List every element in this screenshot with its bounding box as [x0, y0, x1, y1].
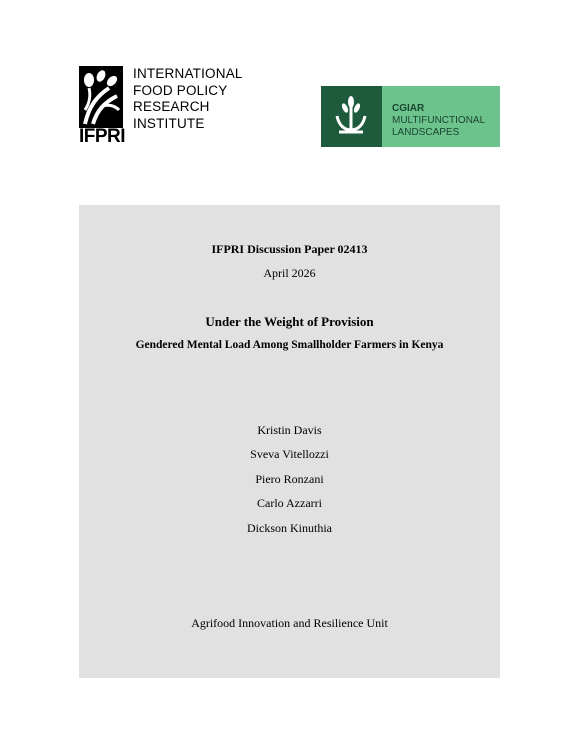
cgiar-line: LANDSCAPES [392, 127, 460, 138]
cgiar-wordmark [382, 86, 500, 147]
ifpri-logo [79, 66, 243, 148]
ifpri-emblem-icon [79, 66, 123, 128]
ifpri-name-line: FOOD POLICY [133, 82, 228, 98]
ifpri-acronym: IFPRI [79, 126, 126, 147]
research-unit: Agrifood Innovation and Resilience Unit [191, 616, 388, 630]
publication-date: April 2026 [263, 266, 316, 280]
cgiar-line: CGIAR [392, 103, 425, 114]
ifpri-name-line: INSTITUTE [133, 115, 205, 131]
author-name: Dickson Kinuthia [247, 521, 332, 535]
cover-panel [79, 205, 500, 678]
cgiar-line: MULTIFUNCTIONAL [392, 115, 486, 126]
paper-subtitle: Gendered Mental Load Among Smallholder Farmers in Kenya [135, 339, 444, 351]
paper-title: Under the Weight of Provision [205, 314, 374, 329]
author-name: Sveva Vitellozzi [250, 447, 329, 461]
ifpri-name-line: RESEARCH [133, 99, 210, 114]
series-label: IFPRI Discussion Paper 02413 [211, 242, 368, 256]
ifpri-full-name [133, 66, 243, 132]
author-name: Piero Ronzani [255, 472, 324, 486]
author-name: Kristin Davis [257, 423, 322, 437]
ifpri-name-line: INTERNATIONAL [133, 66, 243, 81]
cgiar-logo [321, 86, 500, 147]
cgiar-wheat-icon [321, 86, 382, 147]
author-name: Carlo Azzarri [257, 496, 322, 510]
